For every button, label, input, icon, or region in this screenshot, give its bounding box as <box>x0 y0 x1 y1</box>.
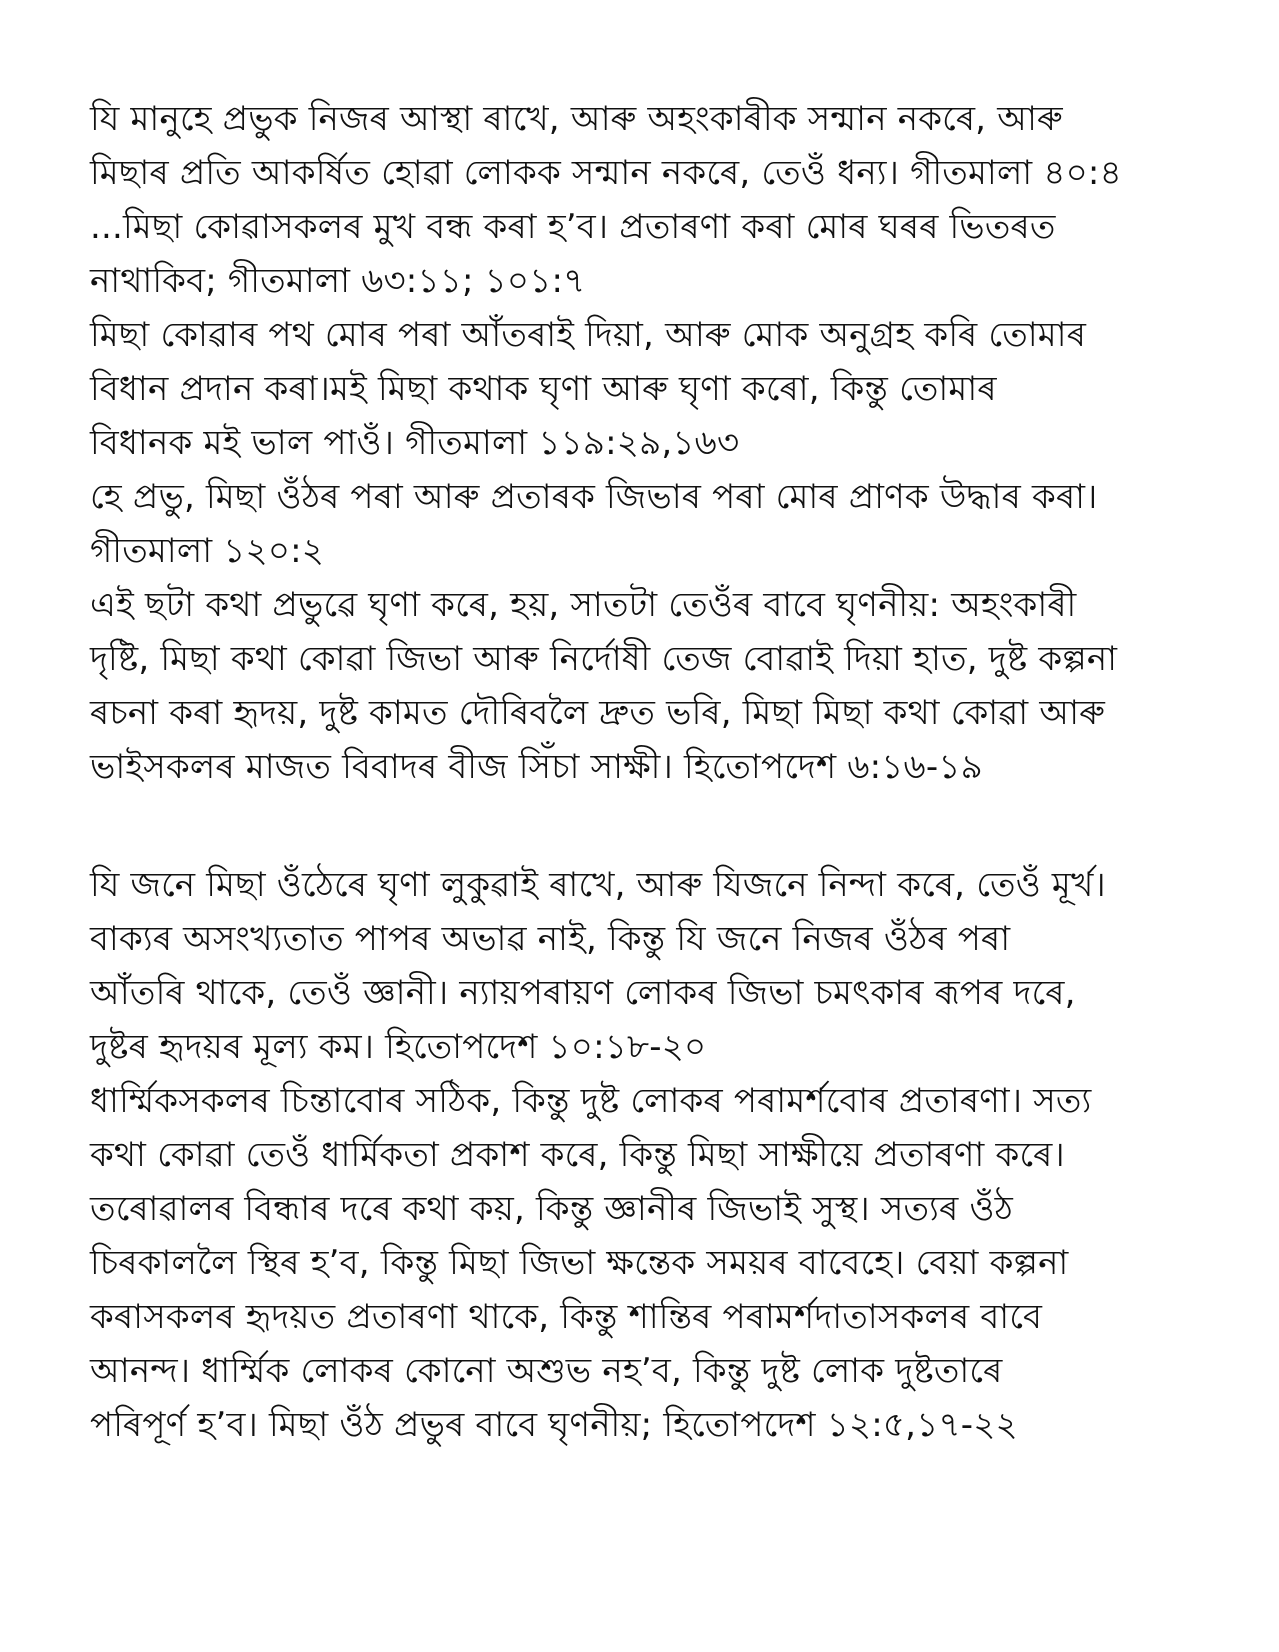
text-line: চিৰকাললৈ স্থিৰ হ’ব, কিন্তু মিছা জিভা ক্ষন্তেক সময়ৰ বাবেহে। বেয়া কল্পনা <box>90 1243 1069 1283</box>
text-line: হে প্ৰভু, মিছা ওঁঠৰ পৰা আৰু প্ৰতাৰক জিভাৰ পৰা মোৰ প্ৰাণক উদ্ধাৰ কৰা। <box>90 477 1098 517</box>
text-line: ভাইসকলৰ মাজত বিবাদৰ বীজ সিঁচা সাক্ষী। হিতোপদেশ ৬:১৬-১৯ <box>90 747 983 787</box>
text-line: বিধান প্ৰদান কৰা।মই মিছা কথাক ঘৃণা আৰু ঘৃণা কৰো, কিন্তু তোমাৰ <box>90 369 997 409</box>
text-line: তৰোৱালৰ বিন্ধাৰ দৰে কথা কয়, কিন্তু জ্ঞানীৰ জিভাই সুস্থ। সত্যৰ ওঁঠ <box>90 1189 1014 1229</box>
text-line: পৰিপূৰ্ণ হ’ব। মিছা ওঁঠ প্ৰভুৰ বাবে ঘৃণনীয়; হিতোপদেশ ১২:৫,১৭-২২ <box>90 1405 1018 1445</box>
text-block-2 <box>90 858 1210 1452</box>
text-line: নাথাকিব; গীতমালা ৬৩:১১; ১০১:৭ <box>90 261 586 301</box>
text-line: আনন্দ। ধাৰ্ম্মিক লোকৰ কোনো অশুভ নহ’ব, কিন্তু দুষ্ট লোক দুষ্টতাৰে <box>90 1351 1003 1391</box>
text-line: যি জনে মিছা ওঁঠেৰে ঘৃণা লুকুৱাই ৰাখে, আৰু যিজনে নিন্দা কৰে, তেওঁ মূৰ্খ। <box>90 865 1106 905</box>
text-line: কৰাসকলৰ হৃদয়ত প্ৰতাৰণা থাকে, কিন্তু শান্তিৰ পৰামৰ্শদাতাসকলৰ বাবে <box>90 1297 1043 1337</box>
text-line: আঁতৰি থাকে, তেওঁ জ্ঞানী। ন্যায়পৰায়ণ লোকৰ জিভা চমৎকাৰ ৰূপৰ দৰে, <box>90 973 1076 1013</box>
text-line: দৃষ্টি, মিছা কথা কোৱা জিভা আৰু নিৰ্দোষী তেজ বোৱাই দিয়া হাত, দুষ্ট কল্পনা <box>90 639 1118 679</box>
text-line: এই ছটা কথা প্ৰভুৱে ঘৃণা কৰে, হয়, সাতটা তেওঁৰ বাবে ঘৃণনীয়: অহংকাৰী <box>90 585 1077 625</box>
text-line: গীতমালা ১২০:২ <box>90 531 325 571</box>
text-line: দুষ্টৰ হৃদয়ৰ মূল্য কম। হিতোপদেশ ১০:১৮-২০ <box>90 1027 707 1067</box>
text-line: ধাৰ্ম্মিকসকলৰ চিন্তাবোৰ সঠিক, কিন্তু দুষ্ট লোকৰ পৰামৰ্শবোৰ প্ৰতাৰণা। সত্য <box>90 1081 1092 1121</box>
text-line: ...মিছা কোৱাসকলৰ মুখ বন্ধ কৰা হ’ব। প্ৰতাৰণা কৰা মোৰ ঘৰৰ ভিতৰত <box>90 207 1056 247</box>
text-line: মিছা কোৱাৰ পথ মোৰ পৰা আঁতৰাই দিয়া, আৰু মোক অনুগ্ৰহ কৰি তোমাৰ <box>90 315 1087 355</box>
text-line: ৰচনা কৰা হৃদয়, দুষ্ট কামত দৌৰিবলৈ দ্ৰুত ভৰি, মিছা মিছা কথা কোৱা আৰু <box>90 693 1105 733</box>
text-line: যি মানুহে প্ৰভুক নিজৰ আস্থা ৰাখে, আৰু অহংকাৰীক সন্মান নকৰে, আৰু <box>90 99 1063 139</box>
text-line: কথা কোৱা তেওঁ ধাৰ্মিকতা প্ৰকাশ কৰে, কিন্তু মিছা সাক্ষীয়ে প্ৰতাৰণা কৰে। <box>90 1135 1065 1175</box>
text-line: বিধানক মই ভাল পাওঁ। গীতমালা ১১৯:২৯,১৬৩ <box>90 423 740 463</box>
text-line: বাক্যৰ অসংখ্যতাত পাপৰ অভাৱ নাই, কিন্তু যি জনে নিজৰ ওঁঠৰ পৰা <box>90 919 1011 959</box>
text-block-1 <box>90 92 1210 794</box>
text-line: মিছাৰ প্ৰতি আকৰ্ষিত হোৱা লোকক সন্মান নকৰে, তেওঁ ধন্য। গীতমালা ৪০:৪ <box>90 153 1122 193</box>
